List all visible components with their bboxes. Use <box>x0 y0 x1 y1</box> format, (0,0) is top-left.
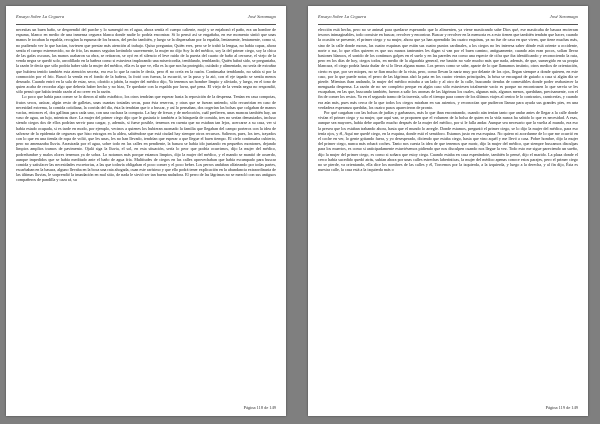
left-page <box>6 6 286 416</box>
page-number: Página 118 de 149 <box>243 405 276 410</box>
page-header <box>16 14 276 23</box>
paragraph: elección está hecha, pero no se animal para quedarse esperando que lo alimenten, ya viene masticando sabe Dios qué, ese masticaba de basura encierran tesoros inimaginables, todo consiste en buscar, revolver y encontrar. Buscar y revolver en la memoria es a esto tienen que también tendrán que hacer, cuando la ocasión se presente, el primer ciego y su mujer, ahora que ya han aprendido las cuatro esquinas, ya no fue de casa en que viven, que tiene muchas más, sino de la calle donde moras, las cuatro esquinas que están sus cuatro puntos cardinales, a los ciegos no les interesa saber dónde está oriente u occidente, norte o sur, lo que ellos quieren es que sus manos tanteantes les digan si van por el buen camino, antiguamente, cuando aún eran pocos, solían llevar bastones blancos, el sonido de los continuos golpes en el suelo y en las paredes era como una especie de cifra que iba identificando y reconociendo la ruta, pero en los días de hoy, ciegos todos, en medio de la algarabía general, ese bastón no vale mucho más que nada, además, de que, sumergido en su propia blancura, el ciego podría hasta dudar de si lo lleva alguna mano. Los perros como se sabe, aparte de lo que llamamos instinto, otros medios de orientación, cierto es que, por ser miopes, no se fían mucho de la vista, pero, como llevan la nariz muy por delante de los ojos, llegan siempre a donde quieren, en este caso, por lo que puede notar, el perro de las lágrimas alzó la pata en los cuatro vientos principales, la brisa se encargará de guiarlo a casa si algún día se pierde. Mientras iban andando, la mujer del médico miraba a un lado y al otro de la calle, buscando tiendas de comestibles donde poder reabastecer la menguada despensa. La razón de no ser completo perque en algún caso sólo estuviesen totalmente vacío es porque no encontrasen lo que servía se les escapaban, en las que, buscando también, fueron a salir los aromas de las lágrimas los cuales, algunas más, algunos menos, quedaban, precisamente, con el fin de comer los restos. Ya en el segundo tramo de la travesía, sólo el tiempo para comer de los últimos viajes al centro le lo contrarios, carnicerías, y cuando era aún más, pues más cerca de la que todos los ciegos miraban en sus asientos, y reconocían que pudieron llamar para ayuda sus grandes pies, en una verdadera esperanza quedaba, los cuatro pasos aparecieron de pronto. <box>318 27 578 110</box>
page-body <box>16 27 276 396</box>
header-book-title: Ensayo Sobre La Ceguera <box>16 14 65 19</box>
paragraph: necesitas un buen baño, se desprendió del parche y lo sumergió en el agua, ahora sentía el cuerpo caliente, mojó y se enjabonó el paño, era un hombre de espuma, blanco en medio de una inmensa ceguera blanca donde nadie lo podría encontrar. Si lo pensó así se engañaba, en ese momento sintió que unas manos le tocaban la espalda, recogían la espuma de los brazos, del pecho también, y luego se la dispersaban por la espalda, lentamente, lentamente, como si, no pudiendo ver lo que hacían, tuviesen que prestar más atención al trabajo. Quiso preguntar, Quién eres, pero se le trabó la lengua, no había capaz, ahora sentía el cuerpo estremecido, no de frío, las manos seguían lavándolo suavemente, la mujer no dijo Soy la del médico, soy la del primer ciego, soy la chica de las gafas oscuras, las manos acabaron su obra, se retiraron, se oyó en el silencio el leve ruido de la puerta del cuarto de baño al cerrarse, el viejo de la venda negra se quedó solo, arrodillado en la bañera como si estuviera implorando una misericordia, temblando, temblando, Quién habrá sido, se preguntaba, la razón le decía que sólo podría haber sido la mujer del médico, ella es la que ve, ella es la que nos ha protegido, cuidado y alimentado, no sería de extrañar que hubiera tenido también esta atención secreta, era eso lo que la razón le decía, pero él no creía en la razón. Continuaba temblando, no sabía si por la conmoción por el frío. Buscó la venda en el fondo de la bañera, la frotó con fuerza, la escurrió, se la puso y la ató, con el eje tapado se sentía menos desnudo. Cuando entró en la sala de estar, seco, olorido a jabón, la mujer del médico dijo, Ya tenemos un hombre limpio y aliviado, y luego, en el tono de quien acaba de recordar algo que debería haber hecho y no hizo, Te quedaste con la espalda por lavar, qué pena. El viejo de la venda negra no respondió, sólo pensó que había tenido razón al no creer en la razón. <box>16 27 276 95</box>
header-author: José Saramago <box>247 14 276 19</box>
page-number: Página 119 de 149 <box>545 405 578 410</box>
header-author: José Saramago <box>549 14 578 19</box>
page-header <box>318 14 578 23</box>
header-book-title: Ensayo Sobre La Ceguera <box>318 14 367 19</box>
paragraph: Lo poco que había para comer se lo dieron al niño estrábico, los otros tendrían que esperar hasta la reposición de la despensa. Tenían en casa compotas, frutos secos, azúcar, algún resto de galletas, unas cuantas tostadas secas, para ésta reservas, y otras que se fueran uniendo, sólo recurrirían en caso de necesidad extrema, la comida cotidiana, la corrida del día, ésta la tendrían que ir a buscar, y así lo pensaban, dos cogerían las bolsas que colgaban de manos vacías, entonces el, dos gallinas para cada uno, con una cuchara la compota. La hay de fresas y de melocotón, cuál prefieren, unas mancas también hay, un vaso de agua, un lujo, mientras dure. La mujer del primer ciego dijo que le gustaría ir también a la búsqueda de comida, tres no serían demasiados, incluso siendo ciegos dos de ellos podrían servir para cargar, y, además, si fuese posible, tenemos en cuenta que no estaban tan lejos, acercarse a su casa, ver si había estado ocupada, si es tarde en modo, por ejemplo, vecinos a quienes los hubieran asomado la familia que llegaban del campo porteros con la idea de salvarse de la epidemia de cegueras que hizo estragos en la aldea, sabiéndose que está ciudad hay siempre otros recursos. Salieron, pues, los tres, trayados con lo que en una tienda de ropa de volió, que les unas, les no han llevado, tendrían que esperar a que llegue el buen tiempo. El cielo continuaba cubierto, pero no amenazaba lluvia. Arrastrada por el agua, sobre todo en las calles en pendiente, la basura se había ido juntando en pequeños montones, dejando limpios amplios tramos de pavimento. Ojalá siga la lluvia, el sol, en esta situación, sería lo peor que podría ocurrirnos, dijo la mujer del médico, podredumbre y malos olores tenemos ya de sobra. Lo notamos más porque estamos limpios, dijo la mujer del médico, y el mando se mantió de acuerdo, aunque impedidos que se había meditado ante el baño de agua fría. Multitudes de ciegos en las calles aprovechaban que había escampado para buscar comida y satisfacer las necesidades excretorias, a las que todavía obligaban el poco comer y el poco beber. Los perros andaban olfateando por todas partes, escarbaban en la basura, alguno llevaba en la boca una rata ahogada, cuan este rarísimo y que ello podrá tener explicación en la abundancia extraordinaria de las últimas lluvias, le sorprendió la inundación en mal sitio, de nada le sirvió ser tan buena nadadora. El perro de las lágrimas no se mezcló con sus antiguos compañeros de pandilla y caza rá, su <box>16 94 276 183</box>
header-divider <box>16 24 276 25</box>
page-body <box>318 27 578 396</box>
right-page <box>308 6 588 416</box>
header-divider <box>318 24 578 25</box>
paragraph: Por qué cargaban con las bolsas de judías y garbanzos, más lo que iban encontrando, cuando aún tenían tanto que andar antes de llegar a la calle donde vivían el primer ciego y su mujer, que aquí van, se proponen que el volumen de la bolsa de quien en la vida nunca ha sabido lo que es necesidad. A esas, aunque sea mayores, había debe aquello mucho después de la mujer del médico, por si le falla andar. Aunque sea necesario que la vuelta al mundo, era eso la presea que los estaban trabando ahora, hasta que el mundo lo arregle. Donde estamos, preguntó el primer ciego, se lo dijo la mujer del médico, para eso tenía ojos, y él, Aquí me quedé ciego, en la esquina, donde está el semáforo. Estamos justo en esa esquina. No quiero ni acordarme de lo que me ocurrió en el coche en ver, lo gente gritando fuera, y yo desesperado, diciendo que estaba ciego, hasta que vino aquél y me llevó a casa. Pobre hombre, dijo la mujer del primer ciego, nunca más robará coches. Tanto nos cuesta la idea de que tenemos que morir, dijo la mujer del médico, que siempre buscamos disculpas para los muertos, es como si anticipadamente estuviésemos pidiendo que nos disculpen cuando nos llegue la vez. Todo esto me sigue pareciendo un sueño, dijo la mujer del primer ciego, es como si soñara que estoy ciega. Cuando estaba en casa esperándote, también lo pensé, dijo el marido. La plaza donde el cerco había sucedido quedó atrás, subían ahora por unas calles estrechas laberínticas, la mujer del médico apenas conoce estos parajes, pero el primer ciego no se pierde, va orientando, ella dice los nombres de las calles y él, Torcemos por la izquierda, a la izquierda, y luego a la derecha, y al fin dijo, Ésta es nuestra calle, la casa está a la izquierda más o <box>318 110 578 173</box>
